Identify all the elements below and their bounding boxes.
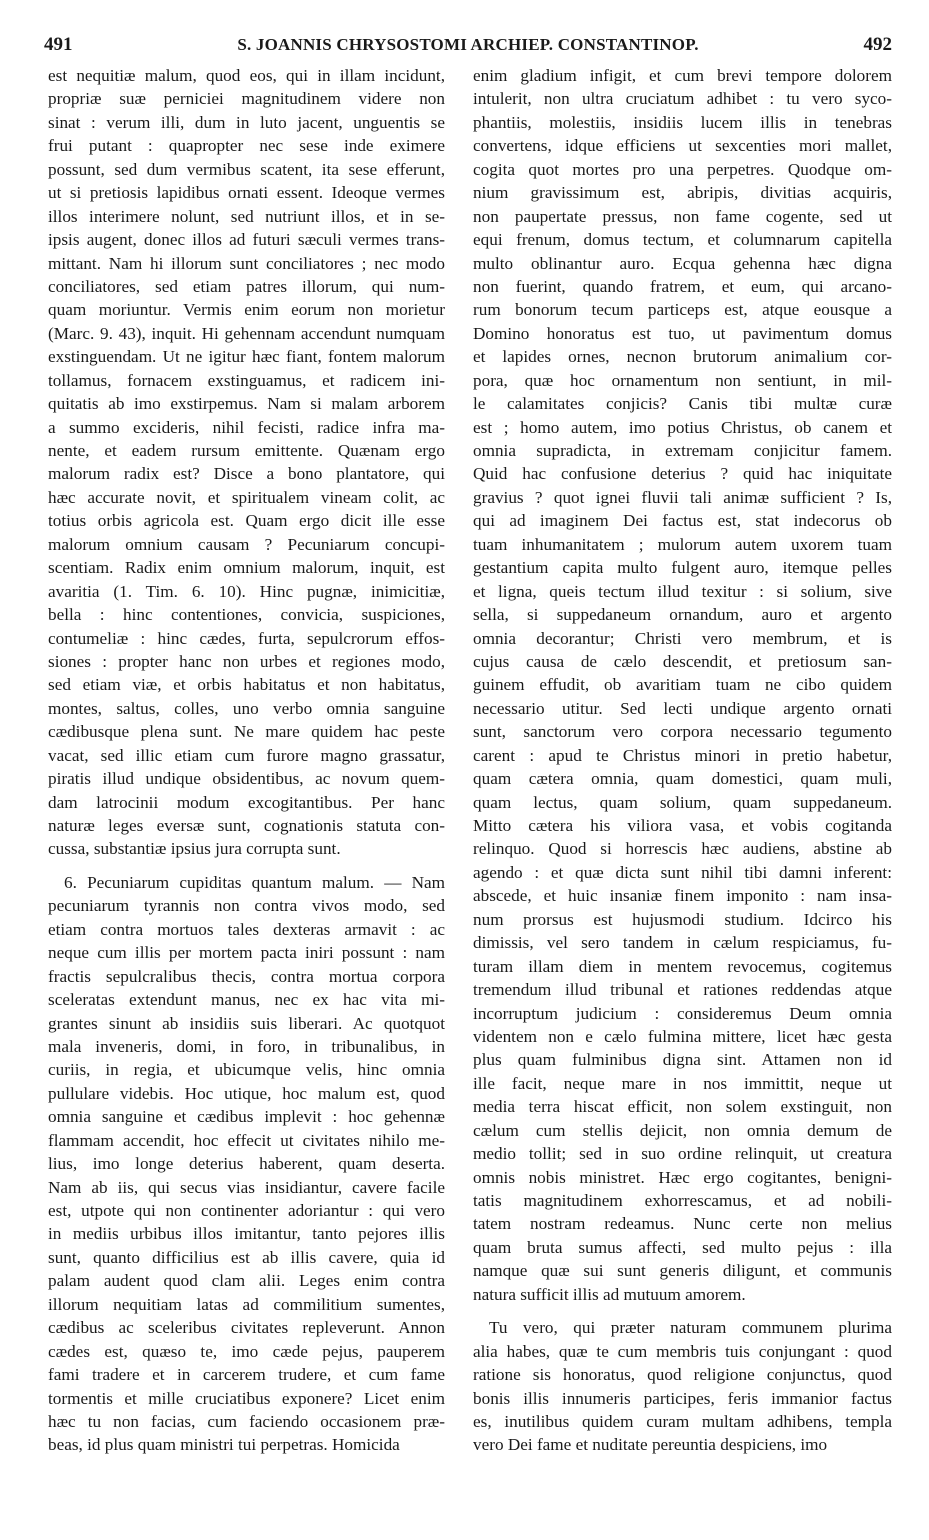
running-title: S. JOANNIS CHRYSOSTOMI ARCHIEP. CONSTANTINOP.	[237, 35, 699, 54]
text-line: sella, si suppedaneum ornandum, auro et argento	[473, 605, 892, 625]
text-line: curiis, in regia, et ubicumque velis, hinc omnia	[48, 1060, 445, 1080]
text-line: equi frenum, domus tectum, et columnarum capitella	[473, 230, 892, 250]
paragraph-gap	[48, 861, 445, 871]
text-line: Nam ab iis, qui secus vias insidiantur, cavere facile	[48, 1177, 445, 1197]
text-line: lius, imo longe deterius haberent, quam deserta.	[48, 1154, 445, 1174]
text-line: in mediis urbibus illos imitantur, tanto pejores illis	[48, 1224, 445, 1244]
text-line: qui ad imaginem Dei factus est, stat indecorus ob	[473, 511, 892, 531]
text-line: contumeliæ : hinc cædes, furta, sepulcrorum effos-	[48, 628, 445, 648]
text-line: (Marc. 9. 43), inquit. Hi gehennam accendunt numquam	[48, 323, 445, 343]
text-line: Mitto cætera his viliora vasa, et vobis cogitanda	[473, 816, 892, 835]
text-line: Tu vero, qui præter naturam communem plurima	[489, 1318, 892, 1338]
text-line: pora, quæ hoc ornamentum non sentiunt, in mil-	[473, 370, 892, 390]
text-line: tatem nostram redeamus. Nunc certe non melius	[473, 1214, 892, 1234]
text-line: quitatis ab imo exstirpemus. Nam si malam arborem	[48, 394, 445, 414]
text-line: Domino honoratus est tuo, ut pavimentum domus	[473, 323, 892, 343]
text-line: incorruptum judicium : consideremus Deum omnia	[473, 1003, 892, 1023]
left-column	[48, 64, 445, 1457]
text-line: fractis sepulcralibus thecis, contra mortua corpora	[48, 966, 445, 986]
text-line: est ; homo autem, imo potius Christus, ob canem et	[473, 417, 892, 437]
text-line: sed etiam viæ, et orbis habitatus et non habitatus,	[48, 675, 445, 695]
text-line: turam illam diem in mentem revocemus, cogitemus	[473, 956, 892, 976]
text-line: nium gravissimum est, abripis, divitias acquiris,	[473, 183, 892, 203]
text-line: ipsis augent, donec illos ad futuri sæculi vermes trans-	[48, 230, 445, 250]
text-line: phantiis, molestiis, insidiis lucem illis in tenebras	[473, 112, 892, 132]
text-line: tuam inhumanitatem ; mulorum autem uxorem tuam	[473, 534, 892, 554]
paragraph-gap	[473, 1306, 892, 1316]
text-line: cædes est, quæso te, imo cæde pejus, pauperem	[48, 1341, 445, 1361]
text-line: intulerit, non ultra cruciatum adhibet : tu vero syco-	[473, 89, 892, 109]
text-line: mala inveneris, domi, in foro, in tribunalibus, in	[48, 1036, 445, 1056]
text-line: videntem non e cælo fulmina mittere, licet hæc gesta	[473, 1026, 892, 1046]
text-line: 6. Pecuniarum cupiditas quantum malum. — Nam	[64, 872, 445, 892]
text-line: cujus causa de cælo descendit, et pretiosum san-	[473, 651, 892, 671]
text-line: Quid hac confusione deterius ? quid hac iniquitate	[473, 464, 892, 484]
text-line: alia habes, quæ te cum membris tuis conjungant : quod	[473, 1341, 892, 1361]
text-line: cælum cum stellis dejicit, non omnia demum de	[473, 1120, 892, 1140]
text-line: malorum omnium causam ? Pecuniarum concupi-	[48, 534, 445, 554]
text-line: namque quæ sui sunt generis diligunt, et communis	[473, 1261, 892, 1281]
text-line: palam audent quod clam alii. Leges enim contra	[48, 1271, 445, 1291]
text-line: hæc tu non facias, cum faciendo occasionem præ-	[48, 1411, 445, 1431]
text-line: ratione sis honoratus, quod religione conjunctus, quod	[473, 1365, 892, 1385]
text-line: ille facit, neque mare in nos immittit, neque ut	[473, 1073, 892, 1093]
text-line: est nequitiæ malum, quod eos, qui in illam incidunt,	[48, 66, 445, 85]
text-line: exstinguendam. Ut ne igitur hæc fiant, fontem malorum	[48, 347, 445, 367]
text-line: guinem effudit, ob avaritiam tuam ne cibo quidem	[473, 675, 892, 695]
text-line: piratis illud undique obsidentibus, ac novum quem-	[48, 769, 445, 789]
text-line: carent : apud te Christus minori in pretio habetur,	[473, 745, 892, 765]
text-line: malorum radix est? Disce a bono plantatore, qui	[48, 464, 445, 484]
text-line: pullulare videbis. Hoc utique, hoc malum est, quod	[48, 1083, 445, 1103]
text-line: mittant. Nam hi illorum sunt conciliatores ; nec modo	[48, 253, 445, 273]
text-line: cædibusque plena sunt. Ne mare quidem hac peste	[48, 722, 445, 742]
text-line: necessario utitur. Sed lecti undique argento ornati	[473, 698, 892, 718]
text-line: le calamitates conjicis? Canis tibi multæ curæ	[473, 394, 892, 414]
text-line: etiam contra mortuos tales dexteras armavit : ac	[48, 919, 445, 939]
text-line: omnia supradicta, in extremam conjicitur famem.	[473, 441, 892, 460]
text-line: conciliatores, sed etiam patres illorum, qui num-	[48, 276, 445, 296]
text-line: abscede, et huic insaniæ finem imponito : nam insa-	[473, 886, 892, 906]
text-line: agendo : et quæ dicta sunt nihil tibi damni inferent:	[473, 862, 892, 882]
text-line: bonis illis innumeris participes, feris immanior factus	[473, 1388, 892, 1408]
text-line: et lapides ornes, necnon brutorum animalium cor-	[473, 347, 892, 367]
text-line: enim gladium infigit, et cum brevi tempore dolorem	[473, 66, 892, 85]
text-line: tormentis et mille cruciatibus exponere? Licet enim	[48, 1388, 445, 1408]
text-line: multo oblinantur auro. Ecqua gehenna hæc digna	[473, 253, 892, 273]
text-line: neque cum illis per mortem pacta iniri possunt : nam	[48, 943, 445, 963]
text-line: omnis nobis ministret. Hæc ergo cogitantes, benigni-	[473, 1167, 892, 1187]
text-line: pecuniarum tyrannis non contra vivos modo, sed	[48, 896, 445, 916]
page-header	[44, 34, 892, 58]
text-line: scentiam. Radix enim omnium malorum, inquit, est	[48, 558, 445, 578]
text-line: gravius ? quot ignei fluvii tali animæ sufficient ? Is,	[473, 487, 892, 507]
text-line: cædibus ac sceleribus civitates repleverunt. Annon	[48, 1318, 445, 1338]
page-number-right: 492	[863, 34, 892, 55]
text-line: vacat, sed illic etiam cum furore magno grassatur,	[48, 745, 445, 765]
text-line: non fuerint, quando fratrem, et eum, qui arcano-	[473, 276, 892, 296]
text-line: flammam accendit, hoc effecit ut civitates nihilo me-	[48, 1130, 445, 1150]
text-line: ut si pretiosis lapidibus ornati essent. Ideoque vermes	[48, 183, 445, 203]
text-line: avaritia (1. Tim. 6. 10). Hinc pugnæ, inimicitiæ,	[48, 581, 445, 601]
text-line: illorum nequitiam latas ad commilitium sumentes,	[48, 1294, 445, 1314]
text-line: sceleratas extendunt manus, nec ex hac vita mi-	[48, 990, 445, 1010]
text-line: tatis magnitudinem exhorrescamus, et ad nobili-	[473, 1191, 892, 1210]
text-line: natura sufficit illis ad mutuum amorem.	[473, 1284, 746, 1304]
text-line: dimissis, vel sero tandem in cælum respiciamus, fu-	[473, 933, 892, 953]
text-line: media terra hiscat efficit, non solem exstinguit, non	[473, 1097, 892, 1117]
text-line: vero Dei fame et nuditate pereuntia despiciens, imo	[473, 1435, 828, 1455]
text-line: convertens, idque efficiens ut sexcenties mori mallet,	[473, 136, 892, 156]
text-line: possunt, sed dum vermibus scatent, ita sese efferunt,	[48, 159, 445, 179]
text-line: relinquo. Quod si horrescis hæc audiens, abstine ab	[473, 839, 892, 859]
text-line: est, utpote qui non continenter adoriantur : qui vero	[48, 1201, 445, 1220]
text-line: nente, et eadem rursum emittente. Quænam ergo	[48, 441, 445, 460]
text-line: es, inutilibus quidem curam multam adhibens, templa	[473, 1411, 892, 1431]
text-line: montes, saltus, colles, uno verbo omnia sanguine	[48, 698, 445, 718]
text-line: grantes sinunt ab insidiis suis liberari. Ac quotquot	[48, 1013, 445, 1033]
text-line: fami tradere et in carcerem trudere, et cum fame	[48, 1365, 445, 1385]
text-line: rum bonorum tecum particeps est, atque eousque a	[473, 300, 892, 320]
text-line: naturæ leges eversæ sunt, cognationis statuta con-	[48, 816, 445, 835]
text-line: sunt, sanctorum vero corpora necessario tegumento	[473, 722, 892, 742]
text-line: quam moriuntur. Vermis enim eorum non morietur	[48, 300, 445, 320]
text-line: dam latrocinii modum excogitantibus. Per hanc	[48, 792, 445, 812]
text-line: a summo excideris, nihil fecisti, radice infra ma-	[48, 417, 445, 437]
text-line: gestantium capita multo fulgent auro, itemque pelles	[473, 558, 892, 578]
text-line: tollamus, fornacem exstinguamus, et radicem ini-	[48, 370, 445, 390]
text-line: non paupertate pressus, non fame cogente, sed ut	[473, 206, 892, 226]
text-line: cogita quot mortes pro una perpetres. Quodque om-	[473, 159, 892, 179]
text-line: propriæ suæ perniciei magnitudinem videre non	[48, 89, 445, 109]
text-line: sunt, quanto difficilius est ab illis cavere, quia id	[48, 1247, 445, 1267]
text-line: totius orbis agricola est. Quam ergo dicit ille esse	[48, 511, 445, 531]
text-line: plus quam fulminibus digna sint. Attamen non id	[473, 1050, 892, 1070]
text-line: cussa, substantiæ ipsius jura corrupta sunt.	[48, 839, 341, 859]
text-line: omnia sanguine et cædibus implevit : hoc gehennæ	[48, 1107, 445, 1127]
right-column	[473, 64, 892, 1457]
text-line: medio tollit; sed in suo ordine relinquit, ut creatura	[473, 1144, 892, 1164]
text-line: et ligna, queis tectum illud texitur : si solium, sive	[473, 581, 892, 601]
text-line: frui putant : quapropter nec sese inde eximere	[48, 136, 445, 156]
text-line: omnia decorantur; Christi vero membrum, et is	[473, 628, 892, 648]
text-line: sinat : verum illi, dum in luto jacent, unguentis se	[48, 112, 445, 132]
text-line: bella : hinc contentiones, convicia, suspiciones,	[48, 605, 445, 625]
text-line: quam cætera omnia, quam domestici, quam muli,	[473, 769, 892, 789]
text-line: num prorsus est hujusmodi studium. Idcirco his	[473, 909, 892, 929]
text-line: tremendum illud tribunal et rationes reddendas atque	[473, 980, 892, 1000]
text-line: hæc accurate novit, et spiritualem vineam colit, ac	[48, 487, 445, 507]
text-line: quam bruta sumus affecti, sed multo pejus : illa	[473, 1237, 892, 1257]
page-number-left: 491	[44, 34, 73, 55]
text-line: siones : propter hanc non urbes et regiones modo,	[48, 651, 445, 671]
text-line: beas, id plus quam ministri tui perpetras. Homicida	[48, 1435, 400, 1455]
text-line: illos interimere nolunt, sed nutriunt illos, et in se-	[48, 206, 445, 226]
text-line: quam lectus, quam solium, quam suppedaneum.	[473, 792, 892, 812]
